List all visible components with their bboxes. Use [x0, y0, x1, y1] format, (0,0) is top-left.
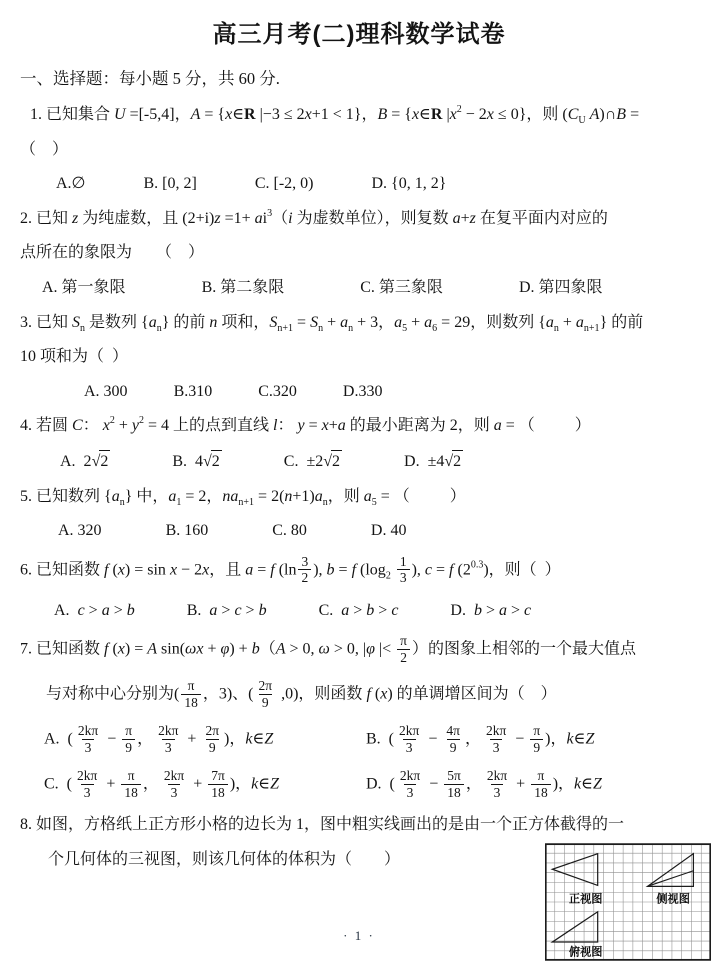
page-title: 高三月考(二)理科数学试卷 [212, 21, 506, 48]
option: B. 160 [165, 522, 209, 540]
question-5 [20, 486, 698, 542]
question-line: 10 项和为（ ） [20, 348, 129, 366]
option: A. 2√2 [60, 450, 110, 473]
options-row [20, 277, 698, 299]
three-views-figure [545, 842, 711, 962]
option: B.310 [173, 382, 213, 400]
question-line: 6. 已知函数 f (x) = sin x − 2x，且 a = f (ln $\frac{3}{2}$ ), b = f ($\log_2$ $\frac{1}{3}$ ), c = f $(2^{0.3})$，则（ ） [20, 553, 561, 586]
question-6 [20, 555, 698, 622]
question-line: 1. 已知集合 U =[-5,4]，A = {x∈R |−3 ≤ 2x+1 < 1}，B = {x∈R $|x^2 - 2x \le 0$}，则 ($C_U$ A)∩B = [30, 104, 640, 126]
option: A. ( $\frac{2k\pi}{3}$ − $\frac{\pi}{9}$ ， $\frac{2k\pi}{3}$ + $\frac{2\pi}{9}$ )，k∈Z [44, 723, 274, 755]
option: C. ±2√2 [284, 450, 342, 473]
option: B. 4√2 [172, 450, 221, 473]
question-line: 4. 若圆 C： $x^2 + y^2 = 4$ 上的点到直线 l： y = x+a 的最小距离为 2，则 a = （ ） [20, 415, 591, 435]
option: D. 第四象限 [518, 278, 603, 296]
option: C.320 [258, 382, 297, 400]
options-row [20, 724, 698, 756]
option: A. 第一象限 [42, 278, 126, 296]
page-number: · 1 · [343, 928, 375, 943]
question-2 [20, 208, 698, 299]
question-line: 个几何体的三视图，则该几何体的体积为（ ） [48, 851, 401, 869]
option: D. ( $\frac{2k\pi}{3}$ − $\frac{5\pi}{18}$ ， $\frac{2k\pi}{3}$ + $\frac{\pi}{18}$ )，k∈Z [366, 768, 602, 800]
options-row [20, 381, 698, 403]
front-view-label: 正视图 [568, 893, 603, 906]
option: C. 第三象限 [360, 278, 443, 296]
option: B. a > c > b [186, 601, 267, 619]
side-view-triangle [648, 854, 694, 887]
option: A. c > a > b [54, 601, 135, 619]
question-line: 点所在的象限为 （ ） [20, 244, 205, 262]
question-line: 5. 已知数列 $\{a_n\}$ 中，$a_1 = 2$，$na_{n+1} = 2(n+1)a_n$，则 $a_5$ = （ ） [20, 487, 466, 508]
option: D. {0, 1, 2} [371, 175, 447, 193]
question-1 [20, 104, 698, 195]
section-header: 一、选择题：每小题 5 分，共 60 分. [20, 69, 280, 88]
option: B. ( $\frac{2k\pi}{3}$ − $\frac{4\pi}{9}$ ， $\frac{2k\pi}{3}$ − $\frac{\pi}{9}$ )，k∈Z [366, 723, 595, 755]
options-row [20, 600, 698, 622]
question-line: 与对称中心分别为( $\frac{\pi}{18}$ ，3)、( $\frac{2\pi}{9}$ ,0)，则函数 f (x) 的单调增区间为（ ） [46, 678, 557, 710]
option: D. 40 [370, 522, 407, 540]
option: C. a > b > c [318, 601, 399, 619]
option: A. 320 [58, 522, 102, 540]
question-line: 3. 已知 $S_n$ 是数列 $\{a_n\}$ 的前 n 项和，$S_{n+1} = S_n + a_n + 3$，$a_5 + a_6 = 29$，则数列 $\{a_n + a_{n+1}\}$ 的前 [20, 313, 644, 334]
option: C. ( $\frac{2k\pi}{3}$ + $\frac{\pi}{18}$ ， $\frac{2k\pi}{3}$ + $\frac{7\pi}{18}$ )，k∈Z [44, 768, 280, 800]
option: D. ±4√2 [404, 450, 463, 473]
top-view-label: 俯视图 [568, 946, 603, 959]
three-views-figure-svg [545, 842, 711, 962]
option: A.∅ [56, 175, 86, 193]
option: C. [-2, 0) [254, 175, 314, 193]
options-row [20, 173, 698, 195]
options-row [20, 520, 698, 542]
side-view-label: 侧视图 [656, 893, 690, 906]
option: A. 300 [84, 382, 128, 400]
options-row [20, 769, 698, 801]
side-view-inner-line [648, 871, 694, 887]
question-3 [20, 312, 698, 403]
question-7 [20, 634, 698, 801]
option: B. 第二象限 [201, 278, 285, 296]
option: D. b > a > c [450, 601, 532, 619]
option: C. 80 [272, 522, 307, 540]
question-line: （ ） [20, 140, 69, 158]
options-row [20, 450, 698, 473]
question-line: 2. 已知 z 为纯虚数，且 $(2+i)z =1+ ai^3(i$ 为虚数单位），则复数 a+z 在复平面内对应的 [20, 207, 608, 227]
option: D.330 [342, 382, 383, 400]
question-line: 8. 如图，方格纸上正方形小格的边长为 1，图中粗实线画出的是由一个正方体截得的一 [20, 816, 625, 834]
questions [20, 104, 698, 871]
question-4 [20, 415, 698, 472]
question-line: 7. 已知函数 f (x) = A sin(ωx + φ) + b（A > 0, ω > 0, |φ |< $\frac{\pi}{2}$ ）的图象上相邻的一个最大值点 [20, 633, 636, 665]
option: B. [0, 2] [143, 175, 197, 193]
front-view-triangle [552, 854, 597, 886]
